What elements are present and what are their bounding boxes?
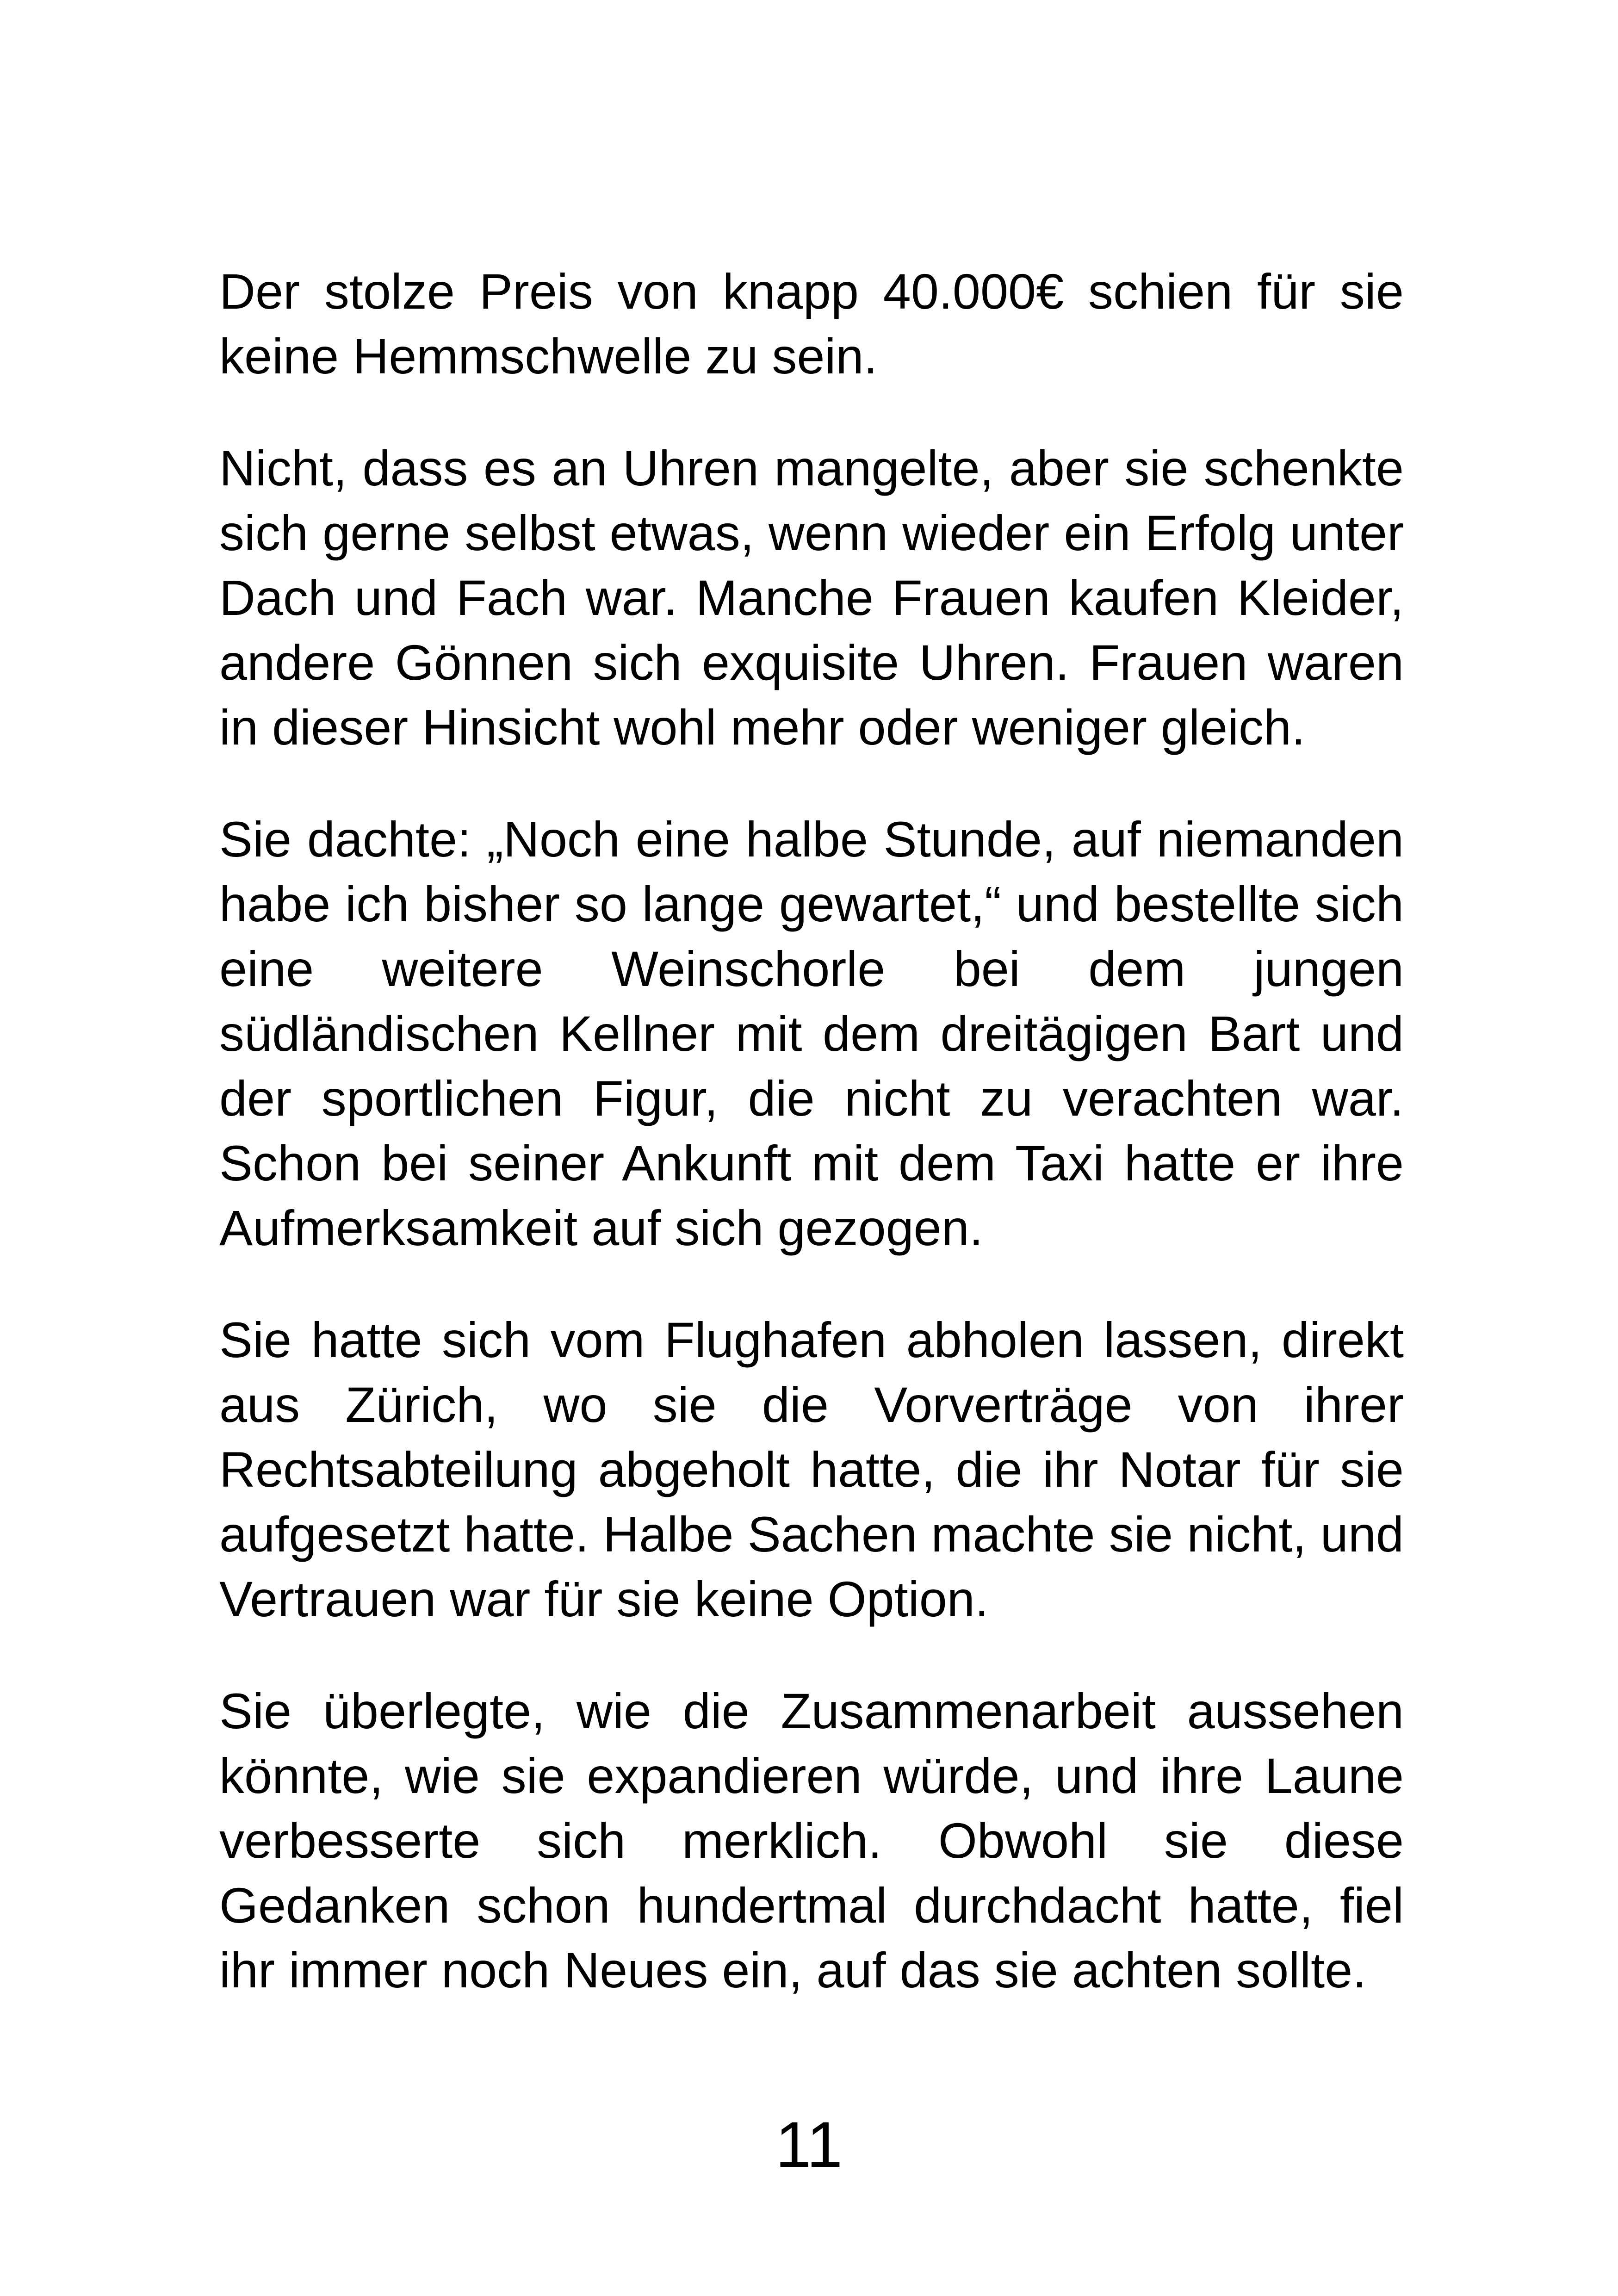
body-text — [219, 259, 1404, 2050]
page-number: 11 — [775, 2108, 843, 2181]
paragraph: Der stolze Preis von knapp 40.000€ schien für sie keine Hemmschwelle zu sein. — [219, 263, 1404, 384]
paragraph: Sie hatte sich vom Flughafen abholen lassen, direkt aus Zürich, wo sie die Vorverträge von ihrer Rechtsabteilung abgeholt hatte, die ihr Notar für sie aufgesetzt hatte. Halbe Sachen machte sie nicht, und Vertrauen war für sie keine Option. — [219, 1312, 1404, 1627]
paragraph: Sie dachte: „Noch eine halbe Stunde, auf niemanden habe ich bisher so lange gewartet,“ und bestellte sich eine weitere Weinschorle bei dem jungen südländischen Kellner mit dem dreitägigen Bart und der sportlichen Figur, die nicht zu verachten war. Schon bei seiner Ankunft mit dem Taxi hatte er ihre Aufmerksamkeit auf sich gezogen. — [219, 811, 1404, 1256]
paragraph: Nicht, dass es an Uhren mangelte, aber sie schenkte sich gerne selbst etwas, wenn wieder ein Erfolg unter Dach und Fach war. Manche Frauen kaufen Kleider, andere Gönnen sich exquisite Uhren. Frauen waren in dieser Hinsicht wohl mehr oder weniger gleich. — [219, 440, 1404, 755]
paragraph: Sie überlegte, wie die Zusammenarbeit aussehen könnte, wie sie expandieren würde, und ihre Laune verbesserte sich merklich. Obwohl sie diese Gedanken schon hundertmal durchdacht hatte, fiel ihr immer noch Neues ein, auf das sie achten sollte. — [219, 1683, 1404, 1998]
